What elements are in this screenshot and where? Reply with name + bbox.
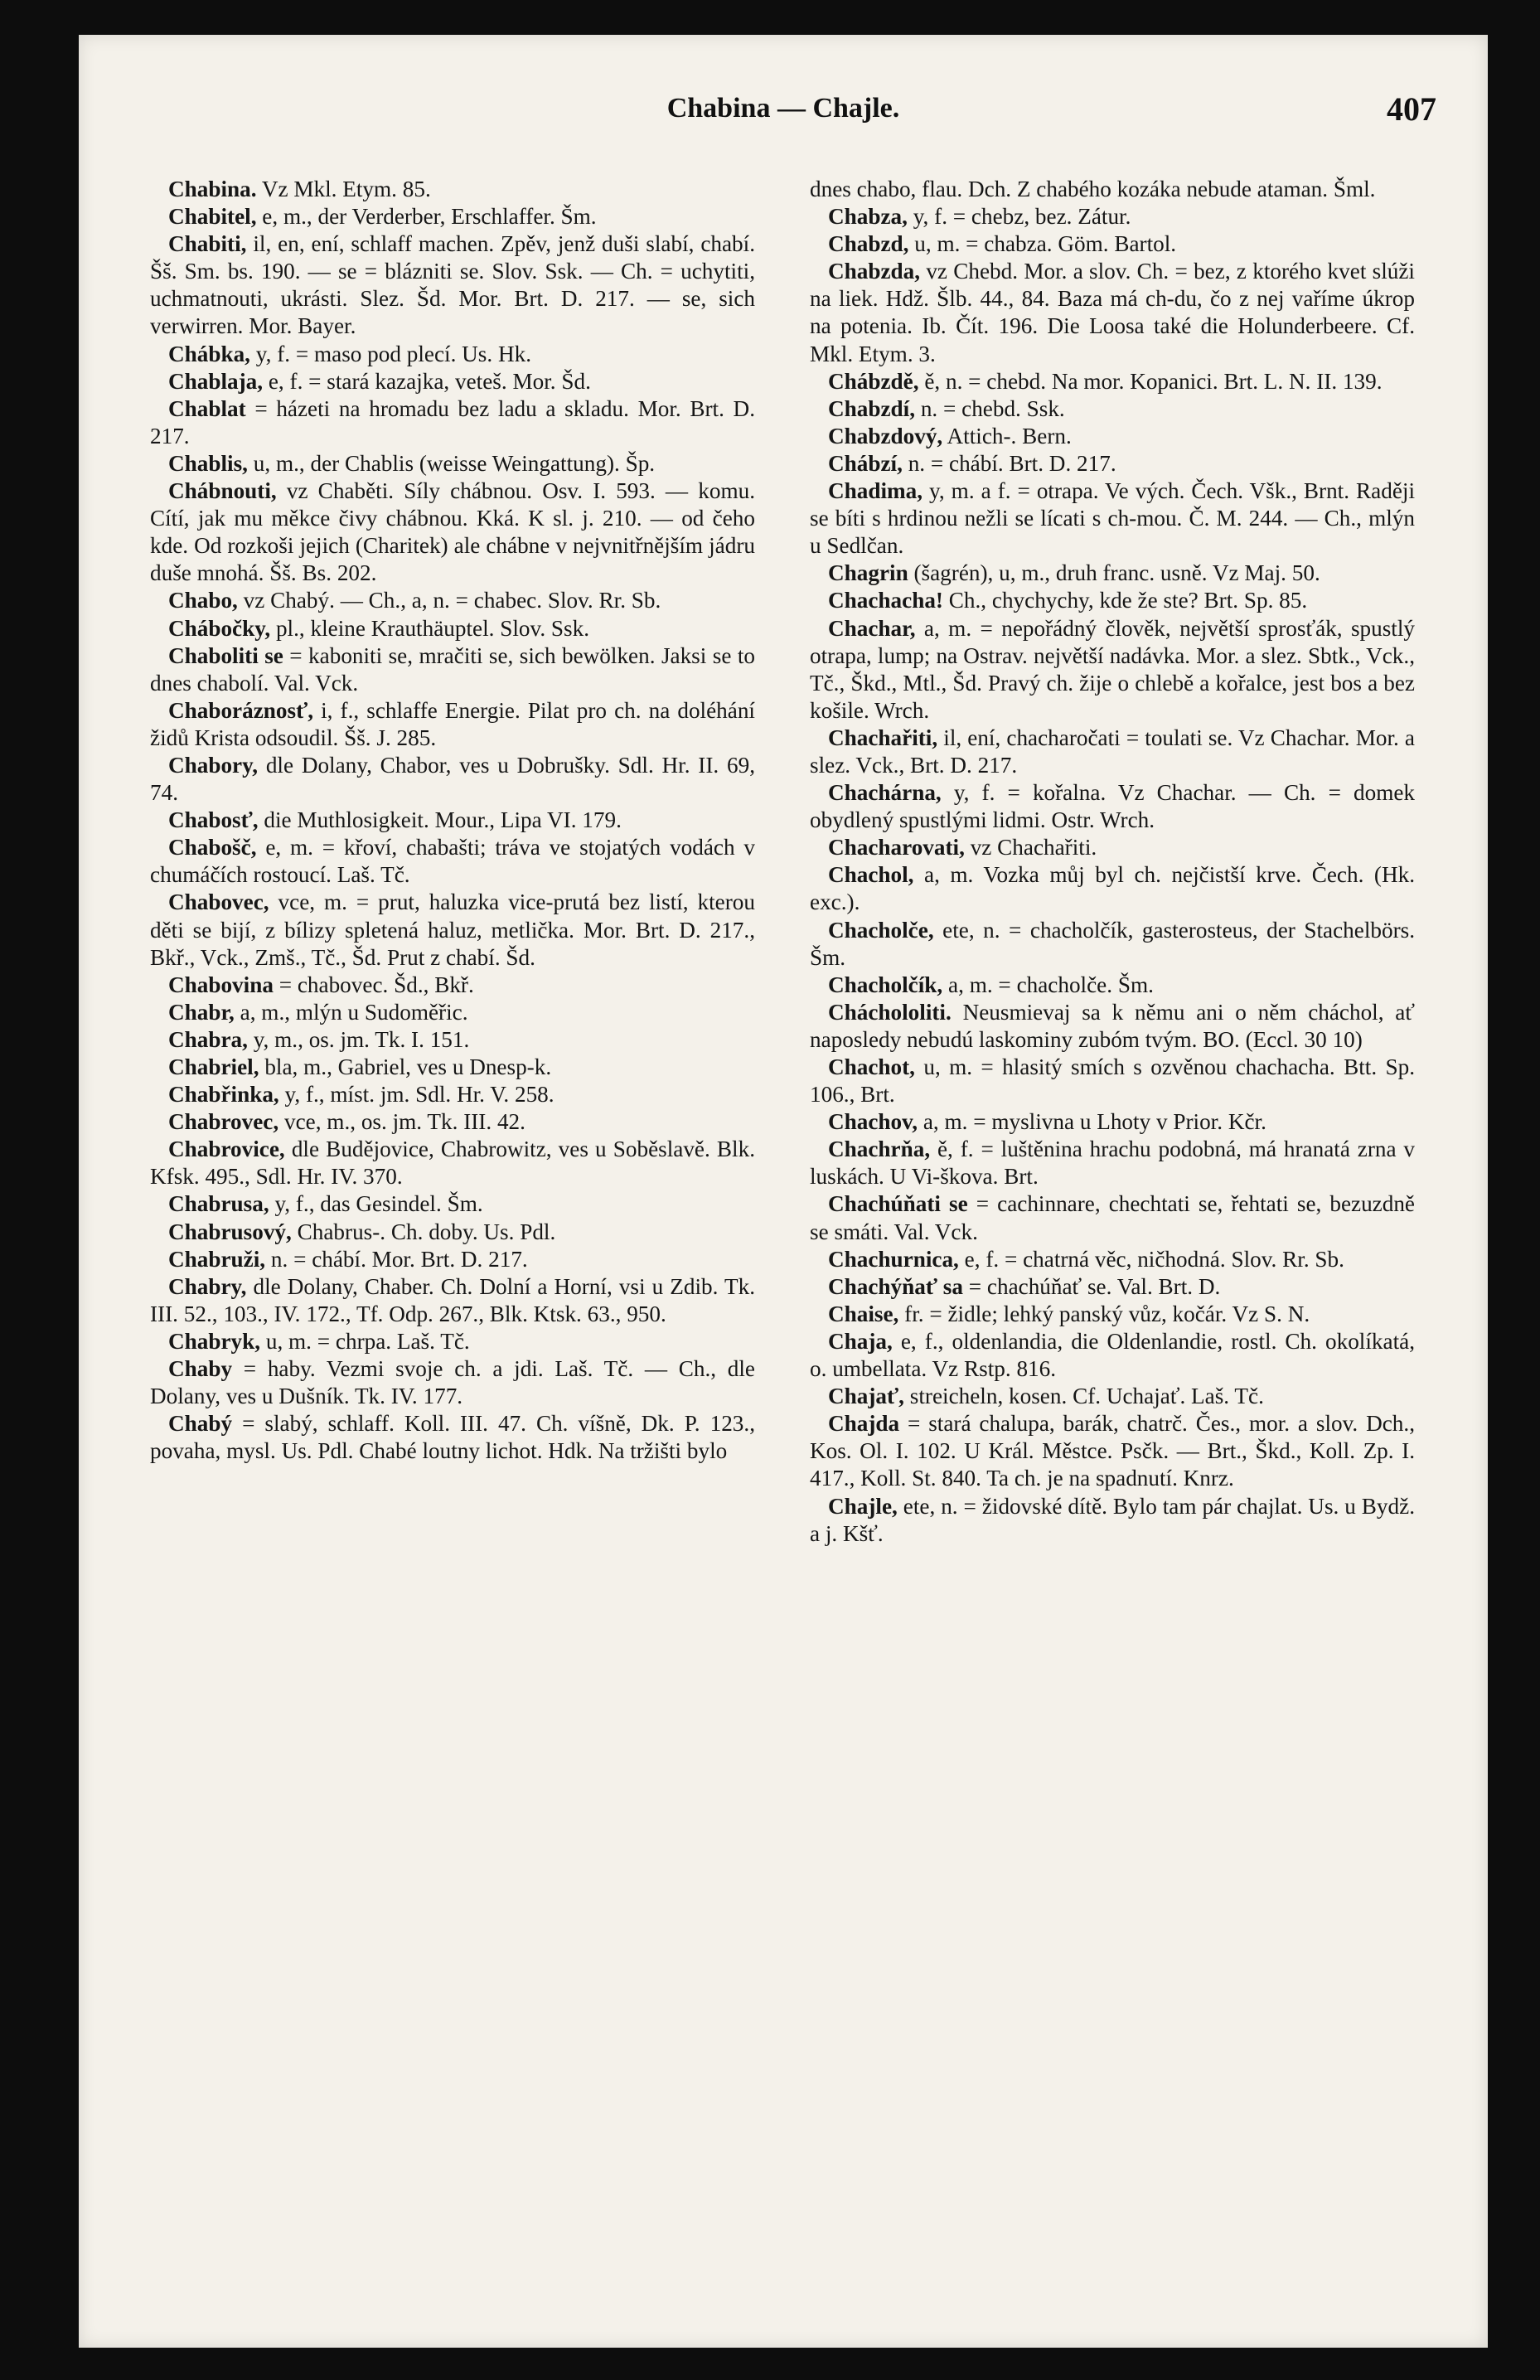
dictionary-entry <box>810 587 1415 614</box>
dictionary-entry <box>150 1190 755 1218</box>
entry-definition: = chachúňať se. Val. Brt. D. <box>962 1273 1221 1299</box>
dictionary-entry <box>810 999 1415 1054</box>
entry-definition: ete, n. = židovské dítě. Bylo tam pár chajlat. Us. u Bydž. a j. Kšť. <box>810 1493 1415 1546</box>
entry-headword: Chachot, <box>828 1054 915 1079</box>
entry-headword: Chacholčík, <box>828 972 943 997</box>
entry-headword: Chachol, <box>828 862 914 888</box>
entry-definition: dle Budějovice, Chabrowitz, ves u Soběslavě. Blk. Kfsk. 495., Sdl. Hr. IV. 370. <box>150 1137 755 1190</box>
dictionary-entry <box>810 1328 1415 1383</box>
dictionary-entry <box>150 1136 755 1190</box>
entry-definition: bla, m., Gabriel, ves u Dnesp-k. <box>259 1054 552 1079</box>
entry-definition: u, m. = chrpa. Laš. Tč. <box>260 1328 470 1354</box>
entry-headword: Chabitel, <box>168 204 257 230</box>
entry-headword: Chachrňa, <box>828 1137 931 1162</box>
entry-headword: Chabory, <box>168 752 259 778</box>
entry-definition: y, f. = maso pod plecí. Us. Hk. <box>249 341 532 366</box>
dictionary-entry <box>810 1136 1415 1190</box>
entry-headword: Chajle, <box>828 1493 898 1519</box>
entry-definition: e, f. = chatrná věc, ničhodná. Slov. Rr. Sb. <box>958 1246 1344 1272</box>
entry-headword: Chabrusový, <box>168 1219 292 1244</box>
entry-headword: Chablis, <box>168 450 248 476</box>
entry-definition: vce, m. = prut, haluzka vice-prutá bez listí, kterou děti se bijí, z bílizy spletená haluz, metlička. Mor. Brt. D. 217., Bkř., Vck., Zmš., Tč., Šd. Prut z chabí. Šd. <box>150 889 755 970</box>
entry-headword: Chabr, <box>168 999 235 1025</box>
entry-headword: Cháchololiti. <box>828 999 952 1025</box>
entry-definition: y, m., os. jm. Tk. I. 151. <box>247 1026 470 1052</box>
entry-headword: Chabza, <box>828 204 908 230</box>
entry-headword: Chachar, <box>828 615 916 641</box>
entry-headword: Chabryk, <box>168 1328 261 1354</box>
entry-headword: Chacholče, <box>828 917 934 943</box>
entry-headword: Chabrovice, <box>168 1137 285 1162</box>
dictionary-entry <box>810 258 1415 367</box>
dictionary-entry <box>150 1054 755 1081</box>
entry-definition: fr. = židle; lehký panský vůz, kočár. Vz S. N. <box>898 1301 1310 1326</box>
dictionary-entry <box>150 395 755 450</box>
entry-headword: Chabiti, <box>168 231 247 257</box>
dictionary-entry <box>150 752 755 807</box>
dictionary-entry <box>150 341 755 368</box>
entry-headword: Chabovec, <box>168 889 269 915</box>
entry-definition: ě, n. = chebd. Na mor. Kopanici. Brt. L. N. II. 139. <box>918 368 1383 394</box>
entry-definition: = slabý, schlaff. Koll. III. 47. Ch. víšně, Dk. P. 123., povaha, mysl. Us. Pdl. Chabé loutny lichot. Hdk. Na tržišti bylo <box>150 1411 755 1464</box>
entry-definition: (šagrén), u, m., druh franc. usně. Vz Maj. 50. <box>908 560 1320 586</box>
dictionary-entry <box>150 889 755 971</box>
dictionary-entry <box>810 230 1415 258</box>
entry-definition: u, m. = hlasitý smích s ozvěnou chachacha. Btt. Sp. 106., Brt. <box>810 1054 1415 1108</box>
page-number: 407 <box>1387 90 1436 128</box>
dictionary-entry <box>150 1246 755 1273</box>
dictionary-entry <box>810 423 1415 450</box>
entry-headword: Chaise, <box>828 1301 899 1326</box>
entry-definition: Chabrus-. Ch. doby. Us. Pdl. <box>291 1219 556 1244</box>
entry-definition: vce, m., os. jm. Tk. III. 42. <box>278 1109 525 1135</box>
entry-headword: Chaby <box>168 1356 233 1382</box>
entry-definition: ete, n. = chacholčík, gasterosteus, der Stachelbörs. Šm. <box>810 917 1415 970</box>
dictionary-entry <box>150 1081 755 1108</box>
entry-definition: e, m. = křoví, chabašti; tráva ve stojatých vodách v chumáčích rostoucí. Laš. Tč. <box>150 835 755 888</box>
entry-headword: Chaboliti se <box>168 642 283 668</box>
dictionary-entry <box>810 615 1415 725</box>
entry-headword: Chabra, <box>168 1026 248 1052</box>
entry-headword: Chaja, <box>828 1328 893 1354</box>
entry-definition: dnes chabo, flau. Dch. Z chabého kozáka nebude ataman. Šml. <box>810 177 1376 201</box>
entry-definition: Ch., chychychy, kde že ste? Brt. Sp. 85. <box>942 588 1308 613</box>
entry-headword: Chabina. <box>168 177 257 201</box>
dictionary-entry <box>810 450 1415 477</box>
entry-definition: a, m., mlýn u Sudoměřic. <box>234 999 468 1025</box>
entry-definition: y, f., míst. jm. Sdl. Hr. V. 258. <box>278 1082 554 1108</box>
dictionary-entry <box>150 368 755 395</box>
entry-definition: u, m., der Chablis (weisse Weingattung). Šp. <box>247 450 656 476</box>
dictionary-entry <box>150 477 755 587</box>
entry-headword: Chabriel, <box>168 1054 259 1079</box>
entry-definition: vz Chachařiti. <box>964 835 1097 860</box>
dictionary-entry <box>810 1493 1415 1548</box>
entry-headword: Chachařiti, <box>828 725 938 750</box>
dictionary-entry <box>150 1410 755 1465</box>
dictionary-entry <box>150 450 755 477</box>
dictionary-entry <box>150 1026 755 1054</box>
dictionary-entry <box>150 834 755 889</box>
entry-headword: Chajda <box>828 1411 900 1437</box>
entry-definition: y, m. a f. = otrapa. Ve vých. Čech. Všk., Brnt. Raději se bíti s hrdinou nežli se lícati s ch-mou. Č. M. 244. — Ch., mlýn u Sedlčan. <box>810 478 1415 559</box>
dictionary-entry <box>810 1301 1415 1328</box>
page-header <box>79 90 1488 143</box>
entry-headword: Chabruži, <box>168 1246 266 1272</box>
entry-definition: pl., kleine Krauthäuptel. Slov. Ssk. <box>270 615 589 641</box>
dictionary-entry <box>810 368 1415 395</box>
dictionary-entry <box>810 1054 1415 1108</box>
entry-definition: il, en, ení, schlaff machen. Zpěv, jenž duši slabí, chabí. Šš. Sm. bs. 190. — se = blázniti se. Slov. Ssk. — Ch. = uchytiti, uchmatnouti, ukrásti. Slez. Šd. Mor. Brt. D. 217. — se, sich verwirren. Mor. Bayer. <box>150 231 755 339</box>
entry-definition: a, m. = chacholče. Šm. <box>942 972 1154 997</box>
running-title: Chabina — Chajle. <box>666 93 900 124</box>
dictionary-entry <box>810 1273 1415 1301</box>
entry-headword: Chacharovati, <box>828 835 965 860</box>
entry-definition: dle Dolany, Chabor, ves u Dobrušky. Sdl. Hr. II. 69, 74. <box>150 752 755 806</box>
entry-headword: Chabzda, <box>828 259 921 284</box>
entry-headword: Chábnouti, <box>168 478 277 504</box>
entry-headword: Chagrin <box>828 560 908 586</box>
dictionary-entry <box>150 1355 755 1410</box>
entry-definition: a, m. = myslivna u Lhoty v Prior. Kčr. <box>918 1109 1266 1135</box>
dictionary-entry <box>810 1410 1415 1492</box>
entry-definition: i, f., schlaffe Energie. Pilat pro ch. na doléhání židů Krista odsoudil. Šš. J. 285. <box>150 697 755 750</box>
entry-definition: = chabovec. Šd., Bkř. <box>273 972 474 997</box>
entry-definition: die Muthlosigkeit. Mour., Lipa VI. 179. <box>258 807 622 833</box>
dictionary-entry <box>810 1108 1415 1136</box>
entry-headword: Chabry, <box>168 1273 247 1299</box>
dictionary-entry <box>810 725 1415 779</box>
entry-definition: a, m. = nepořádný člověk, největší sprosťák, spustlý otrapa, lump; na Ostrav. největší nadávka. Mor. a slez. Sbtk., Vck., Tč., Škd., Mtl., Šd. Pravý ch. žije o chlebě a kořalce, jest bos a bez košile. Wrch. <box>810 615 1415 723</box>
entry-definition: e, m., der Verderber, Erschlaffer. Šm. <box>256 204 597 230</box>
dictionary-entry <box>150 972 755 999</box>
dictionary-entry <box>150 587 755 614</box>
entry-headword: Chábka, <box>168 341 250 366</box>
entry-headword: Chabrovec, <box>168 1109 279 1135</box>
dictionary-entry <box>810 972 1415 999</box>
dictionary-entry <box>150 203 755 230</box>
entry-headword: Chabosť, <box>168 807 259 833</box>
entry-headword: Chachýňať sa <box>828 1273 963 1299</box>
dictionary-entry <box>810 861 1415 916</box>
entry-headword: Chabovina <box>168 972 274 997</box>
dictionary-entry <box>150 642 755 697</box>
entry-headword: Chadima, <box>828 478 923 504</box>
entry-headword: Chábzdě, <box>828 368 919 394</box>
entry-headword: Chablaja, <box>168 368 264 394</box>
dictionary-page <box>79 35 1488 2348</box>
entry-headword: Chabzdí, <box>828 395 916 421</box>
entry-headword: Chachúňati se <box>828 1191 968 1217</box>
entry-headword: Chajať, <box>828 1384 904 1409</box>
dictionary-entry <box>810 1190 1415 1245</box>
entry-headword: Chachacha! <box>828 588 943 613</box>
entry-headword: Chablat <box>168 395 246 421</box>
entry-definition: streicheln, kosen. Cf. Uchajať. Laš. Tč. <box>903 1384 1264 1409</box>
dictionary-entry <box>810 560 1415 587</box>
entry-definition: = kaboniti se, mračiti se, sich bewölken. Jaksi se to dnes chabolí. Val. Vck. <box>150 642 755 696</box>
entry-definition: u, m. = chabza. Göm. Bartol. <box>908 231 1177 257</box>
dictionary-entry <box>150 999 755 1026</box>
dictionary-entry <box>150 807 755 834</box>
entry-definition: n. = chábí. Brt. D. 217. <box>902 450 1116 476</box>
entry-headword: Chabý <box>168 1411 233 1437</box>
entry-definition: Attich-. Bern. <box>942 423 1072 448</box>
entry-definition: Neusmievaj sa k němu ani o něm cháchol, ať naposledy nebudú laskominy zubóm tvým. BO. (Eccl. 30 10) <box>810 999 1415 1052</box>
dictionary-entry <box>150 697 755 752</box>
entry-headword: Chachurnica, <box>828 1246 959 1272</box>
entry-definition: y, f., das Gesindel. Šm. <box>269 1191 483 1217</box>
entry-headword: Chabrusa, <box>168 1191 269 1217</box>
entry-definition: = házeti na hromadu bez ladu a skladu. Mor. Brt. D. 217. <box>150 395 755 448</box>
entry-headword: Chachárna, <box>828 780 942 806</box>
entry-definition: y, f. = kořalna. Vz Chachar. — Ch. = domek obydlený spustlými lidmi. Ostr. Wrch. <box>810 780 1415 833</box>
dictionary-entry <box>150 1328 755 1355</box>
entry-definition: ě, f. = luštěnina hrachu podobná, má hranatá zrna v luskách. U Vi-škova. Brt. <box>810 1137 1415 1190</box>
dictionary-entry <box>810 477 1415 560</box>
dictionary-entry <box>810 395 1415 423</box>
dictionary-entry <box>150 1219 755 1246</box>
dictionary-entry <box>150 1273 755 1328</box>
dictionary-entry <box>150 230 755 340</box>
dictionary-entry <box>810 203 1415 230</box>
left-column <box>150 176 755 1465</box>
entry-definition: = stará chalupa, barák, chatrč. Čes., mor. a slov. Dch., Kos. Ol. I. 102. U Král. Městce. Psčk. — Brt., Škd., Koll. Zp. I. 417., Koll. St. 840. Ta ch. je na spadnutí. Knrz. <box>810 1411 1415 1491</box>
entry-headword: Chaboráznosť, <box>168 697 314 723</box>
dictionary-entry <box>810 917 1415 972</box>
dictionary-entry <box>150 176 755 203</box>
entry-definition: n. = chábí. Mor. Brt. D. 217. <box>265 1246 528 1272</box>
entry-headword: Chábočky, <box>168 615 271 641</box>
entry-definition: = haby. Vezmi svoje ch. a jdi. Laš. Tč. — Ch., dle Dolany, ves u Dušník. Tk. IV. 177. <box>150 1356 755 1409</box>
entry-definition: vz Chebd. Mor. a slov. Ch. = bez, z ktorého kvet slúži na liek. Hdž. Šlb. 44., 84. Baza má ch-du, čo z nej vaříme úkrop na potenia. Ib. Čít. 196. Die Loosa také die Holunderbeere. Cf. Mkl. Etym. 3. <box>810 259 1415 366</box>
entry-definition: vz Chabý. — Ch., a, n. = chabec. Slov. Rr. Sb. <box>237 588 661 613</box>
entry-headword: Chabzdový, <box>828 423 943 448</box>
entry-headword: Chabřinka, <box>168 1082 279 1108</box>
dictionary-entry <box>150 615 755 642</box>
right-column <box>810 176 1415 1548</box>
entry-headword: Chachov, <box>828 1109 918 1135</box>
entry-headword: Chabošč, <box>168 835 257 860</box>
entry-definition: e, f., oldenlandia, die Oldenlandie, rostl. Ch. okolíkatá, o. umbellata. Vz Rstp. 816. <box>810 1328 1415 1382</box>
entry-definition: il, ení, chacharočati = toulati se. Vz Chachar. Mor. a slez. Vck., Brt. D. 217. <box>810 725 1415 778</box>
entry-definition: = cachinnare, chechtati se, řehtati se, bezuzdně se smáti. Val. Vck. <box>810 1191 1416 1244</box>
entry-definition: y, f. = chebz, bez. Zátur. <box>907 204 1131 230</box>
entry-definition: e, f. = stará kazajka, veteš. Mor. Šd. <box>263 368 591 394</box>
dictionary-entry <box>810 834 1415 861</box>
entry-definition: n. = chebd. Ssk. <box>915 395 1065 421</box>
entry-headword: Chabzd, <box>828 231 909 257</box>
dictionary-entry <box>810 779 1415 834</box>
dictionary-entry <box>810 176 1415 203</box>
entry-definition: dle Dolany, Chaber. Ch. Dolní a Horní, vsi u Zdib. Tk. III. 52., 103., IV. 172., Tf. Odp. 267., Blk. Ktsk. 63., 950. <box>150 1273 755 1326</box>
entry-definition: a, m. Vozka můj byl ch. nejčistší krve. Čech. (Hk. exc.). <box>810 862 1415 915</box>
dictionary-entry <box>810 1246 1415 1273</box>
entry-headword: Chabo, <box>168 588 238 613</box>
entry-definition: vz Chaběti. Síly chábnou. Osv. I. 593. — komu. Cítí, jak mu měkce čivy chábnou. Kká. K sl. j. 210. — od čeho kde. Od rozkoši jejich (Charitek) ale chábne v nejvnitřnějším jádru duše mnohá. Šš. Bs. 202. <box>150 478 755 586</box>
entry-headword: Chábzí, <box>828 450 903 476</box>
dictionary-entry <box>810 1383 1415 1410</box>
entry-definition: Vz Mkl. Etym. 85. <box>256 177 431 201</box>
dictionary-entry <box>150 1108 755 1136</box>
